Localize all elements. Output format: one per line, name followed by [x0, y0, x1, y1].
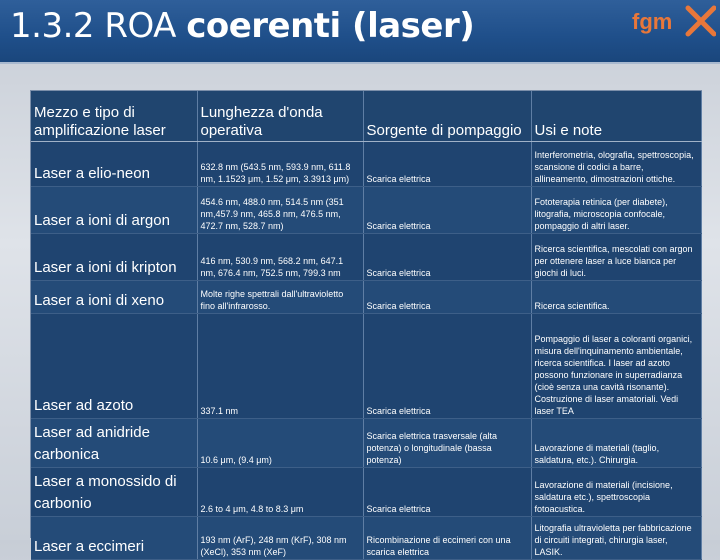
header-pump: Sorgente di pompaggio: [363, 91, 531, 142]
row-pump: Scarica elettrica: [363, 281, 531, 314]
row-name: Laser a monossido di carbonio: [31, 468, 197, 517]
row-uses: Ricerca scientifica, mescolati con argon per ottenere laser a luce bianca per giochi di luci.: [531, 234, 701, 281]
row-pump: Scarica elettrica trasversale (alta potenza) o longitudinale (bassa potenza): [363, 419, 531, 468]
row-wavelength: 193 nm (ArF), 248 nm (KrF), 308 nm (XeCl), 353 nm (XeF): [197, 517, 363, 560]
row-wavelength: 10.6 μm, (9.4 μm): [197, 419, 363, 468]
row-uses: Litografia ultravioletta per fabbricazione di circuiti integrati, chirurgia laser, LASIK.: [531, 517, 701, 560]
slide-title: [10, 6, 474, 46]
row-uses: Pompaggio di laser a coloranti organici, misura dell'inquinamento ambientale, ricerca scientifica. I laser ad azoto possono funzionare in superradianza (cioè senza una cavità risonante). Costruzione di laser amatoriali. Vedi laser TEA: [531, 314, 701, 419]
row-pump: Scarica elettrica: [363, 187, 531, 234]
logo-text: fgm: [632, 9, 673, 34]
table-row: [31, 142, 701, 187]
row-wavelength: 337.1 nm: [197, 314, 363, 419]
row-wavelength: 2.6 to 4 μm, 4.8 to 8.3 μm: [197, 468, 363, 517]
table-row: [31, 314, 701, 419]
row-wavelength: 454.6 nm, 488.0 nm, 514.5 nm (351 nm,457.9 nm, 465.8 nm, 476.5 nm, 472.7 nm, 528.7 nm): [197, 187, 363, 234]
laser-table: [31, 91, 702, 560]
row-name: Laser ad anidride carbonica: [31, 419, 197, 468]
table-row: [31, 468, 701, 517]
row-name: Laser a ioni di xeno: [31, 281, 197, 314]
row-wavelength: 632.8 nm (543.5 nm, 593.9 nm, 611.8 nm, 1.1523 μm, 1.52 μm, 3.3913 μm): [197, 142, 363, 187]
row-name: Laser ad azoto: [31, 314, 197, 419]
laser-table-container: [30, 90, 702, 557]
row-name: Laser a ioni di argon: [31, 187, 197, 234]
row-pump: Scarica elettrica: [363, 468, 531, 517]
row-name: Laser a eccimeri: [31, 517, 197, 560]
row-pump: Scarica elettrica: [363, 234, 531, 281]
row-uses: Interferometria, olografia, spettroscopia, scansione di codici a barre, allineamento, dimostrazioni ottiche.: [531, 142, 701, 187]
header-medium: Mezzo e tipo di amplificazione laser: [31, 91, 197, 142]
row-uses: Lavorazione di materiali (taglio, saldatura, etc.). Chirurgia.: [531, 419, 701, 468]
header-uses: Usi e note: [531, 91, 701, 142]
table-row: [31, 187, 701, 234]
row-pump: Scarica elettrica: [363, 314, 531, 419]
title-bar: [0, 0, 720, 64]
row-wavelength: 416 nm, 530.9 nm, 568.2 nm, 647.1 nm, 676.4 nm, 752.5 nm, 799.3 nm: [197, 234, 363, 281]
title-plain: 1.3.2 ROA: [10, 6, 187, 46]
row-pump: Ricombinazione di eccimeri con una scarica elettrica: [363, 517, 531, 560]
table-row: [31, 419, 701, 468]
row-name: Laser a elio-neon: [31, 142, 197, 187]
row-uses: Fototerapia retinica (per diabete), litografia, microscopia confocale, pompaggio di altri laser.: [531, 187, 701, 234]
row-wavelength: Molte righe spettrali dall'ultravioletto fino all'infrarosso.: [197, 281, 363, 314]
title-bold: coerenti (laser): [186, 6, 475, 46]
table-row: [31, 281, 701, 314]
table-row: [31, 517, 701, 560]
row-uses: Lavorazione di materiali (incisione, saldatura etc.), spettroscopia fotoacustica.: [531, 468, 701, 517]
fgm-logo-icon: [630, 2, 716, 40]
row-pump: Scarica elettrica: [363, 142, 531, 187]
table-row: [31, 234, 701, 281]
row-name: Laser a ioni di kripton: [31, 234, 197, 281]
header-wavelength: Lunghezza d'onda operativa: [197, 91, 363, 142]
row-uses: Ricerca scientifica.: [531, 281, 701, 314]
table-header-row: [31, 91, 701, 142]
